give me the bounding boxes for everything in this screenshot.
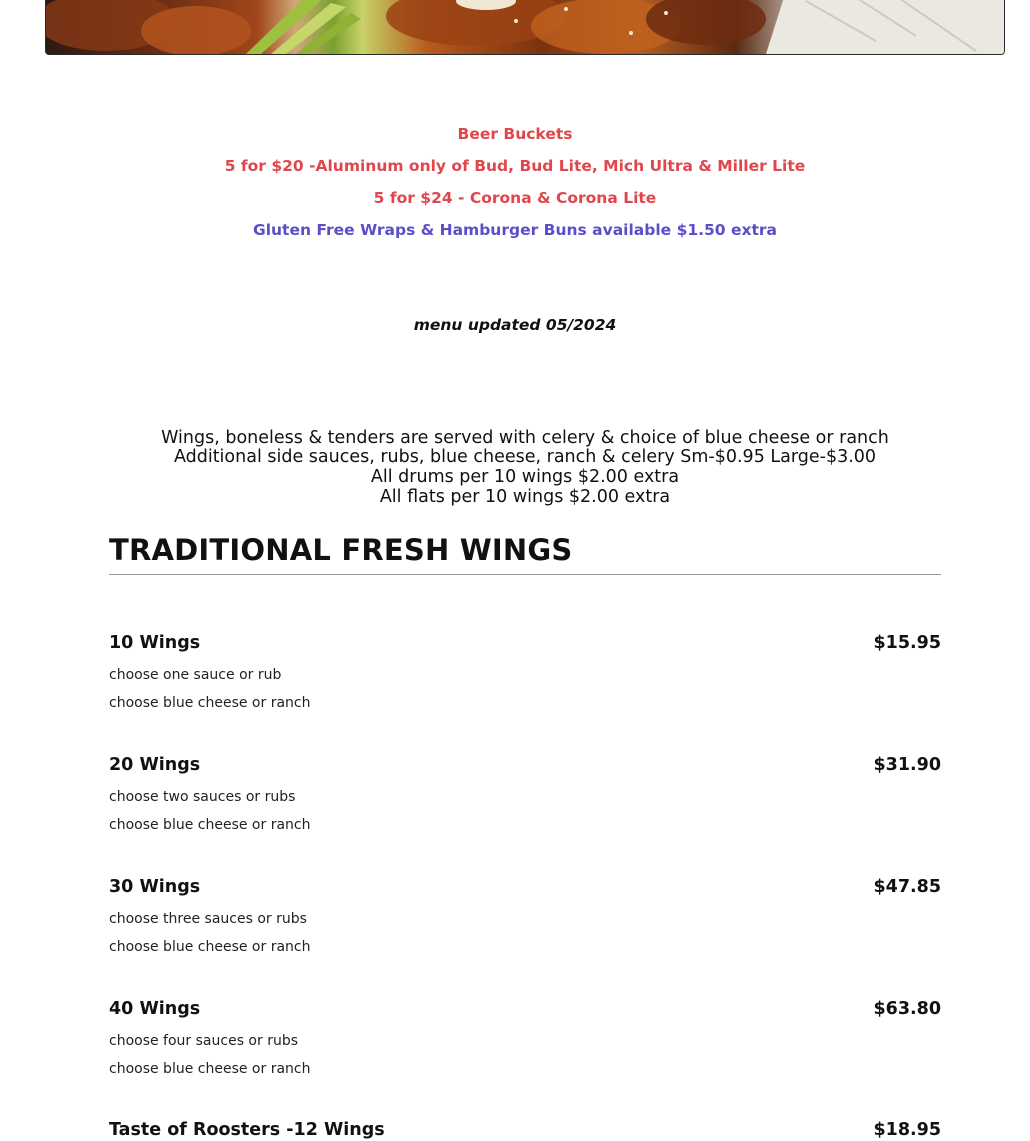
menu-item-desc: choose blue cheese or ranch — [109, 939, 311, 955]
menu-item-desc: choose blue cheese or ranch — [109, 695, 311, 711]
section-divider — [109, 574, 941, 575]
menu-item-price: $15.95 — [873, 633, 941, 653]
info-flats-extra: All flats per 10 wings $2.00 extra — [379, 487, 671, 507]
menu-item-price: $47.85 — [873, 877, 941, 897]
wings-photo-art — [46, 0, 1004, 54]
menu-updated-note: menu updated 05/2024 — [413, 316, 617, 334]
beer-deal-corona: 5 for $24 - Corona & Corona Lite — [373, 189, 657, 207]
menu-item-price: $18.95 — [873, 1120, 941, 1140]
menu-item-desc: choose three sauces or rubs — [109, 911, 307, 927]
menu-item-desc: choose blue cheese or ranch — [109, 817, 311, 833]
menu-item-price: $63.80 — [873, 999, 941, 1019]
info-drums-extra: All drums per 10 wings $2.00 extra — [370, 467, 680, 487]
beer-deal-aluminum: 5 for $20 -Aluminum only of Bud, Bud Lite, Mich Ultra & Miller Lite — [224, 157, 806, 175]
menu-item-name: Taste of Roosters -12 Wings — [109, 1120, 385, 1140]
beer-buckets-title: Beer Buckets — [457, 125, 573, 143]
info-side-sauces: Additional side sauces, rubs, blue cheese, ranch & celery Sm-$0.95 Large-$3.00 — [173, 447, 877, 467]
info-served-with: Wings, boneless & tenders are served with celery & choice of blue cheese or ranch — [161, 428, 889, 448]
section-title: TRADITIONAL FRESH WINGS — [109, 533, 573, 567]
menu-item-desc: choose blue cheese or ranch — [109, 1061, 311, 1077]
wings-photo — [45, 0, 1005, 55]
menu-item-desc: choose two sauces or rubs — [109, 789, 296, 805]
menu-item-name: 40 Wings — [109, 999, 201, 1019]
menu-item-name: 30 Wings — [109, 877, 201, 897]
menu-item-name: 20 Wings — [109, 755, 201, 775]
menu-item-desc: choose one sauce or rub — [109, 667, 282, 683]
menu-item-price: $31.90 — [873, 755, 941, 775]
menu-item-desc: choose four sauces or rubs — [109, 1033, 299, 1049]
gluten-free-note: Gluten Free Wraps & Hamburger Buns available $1.50 extra — [252, 221, 778, 239]
menu-item-name: 10 Wings — [109, 633, 201, 653]
